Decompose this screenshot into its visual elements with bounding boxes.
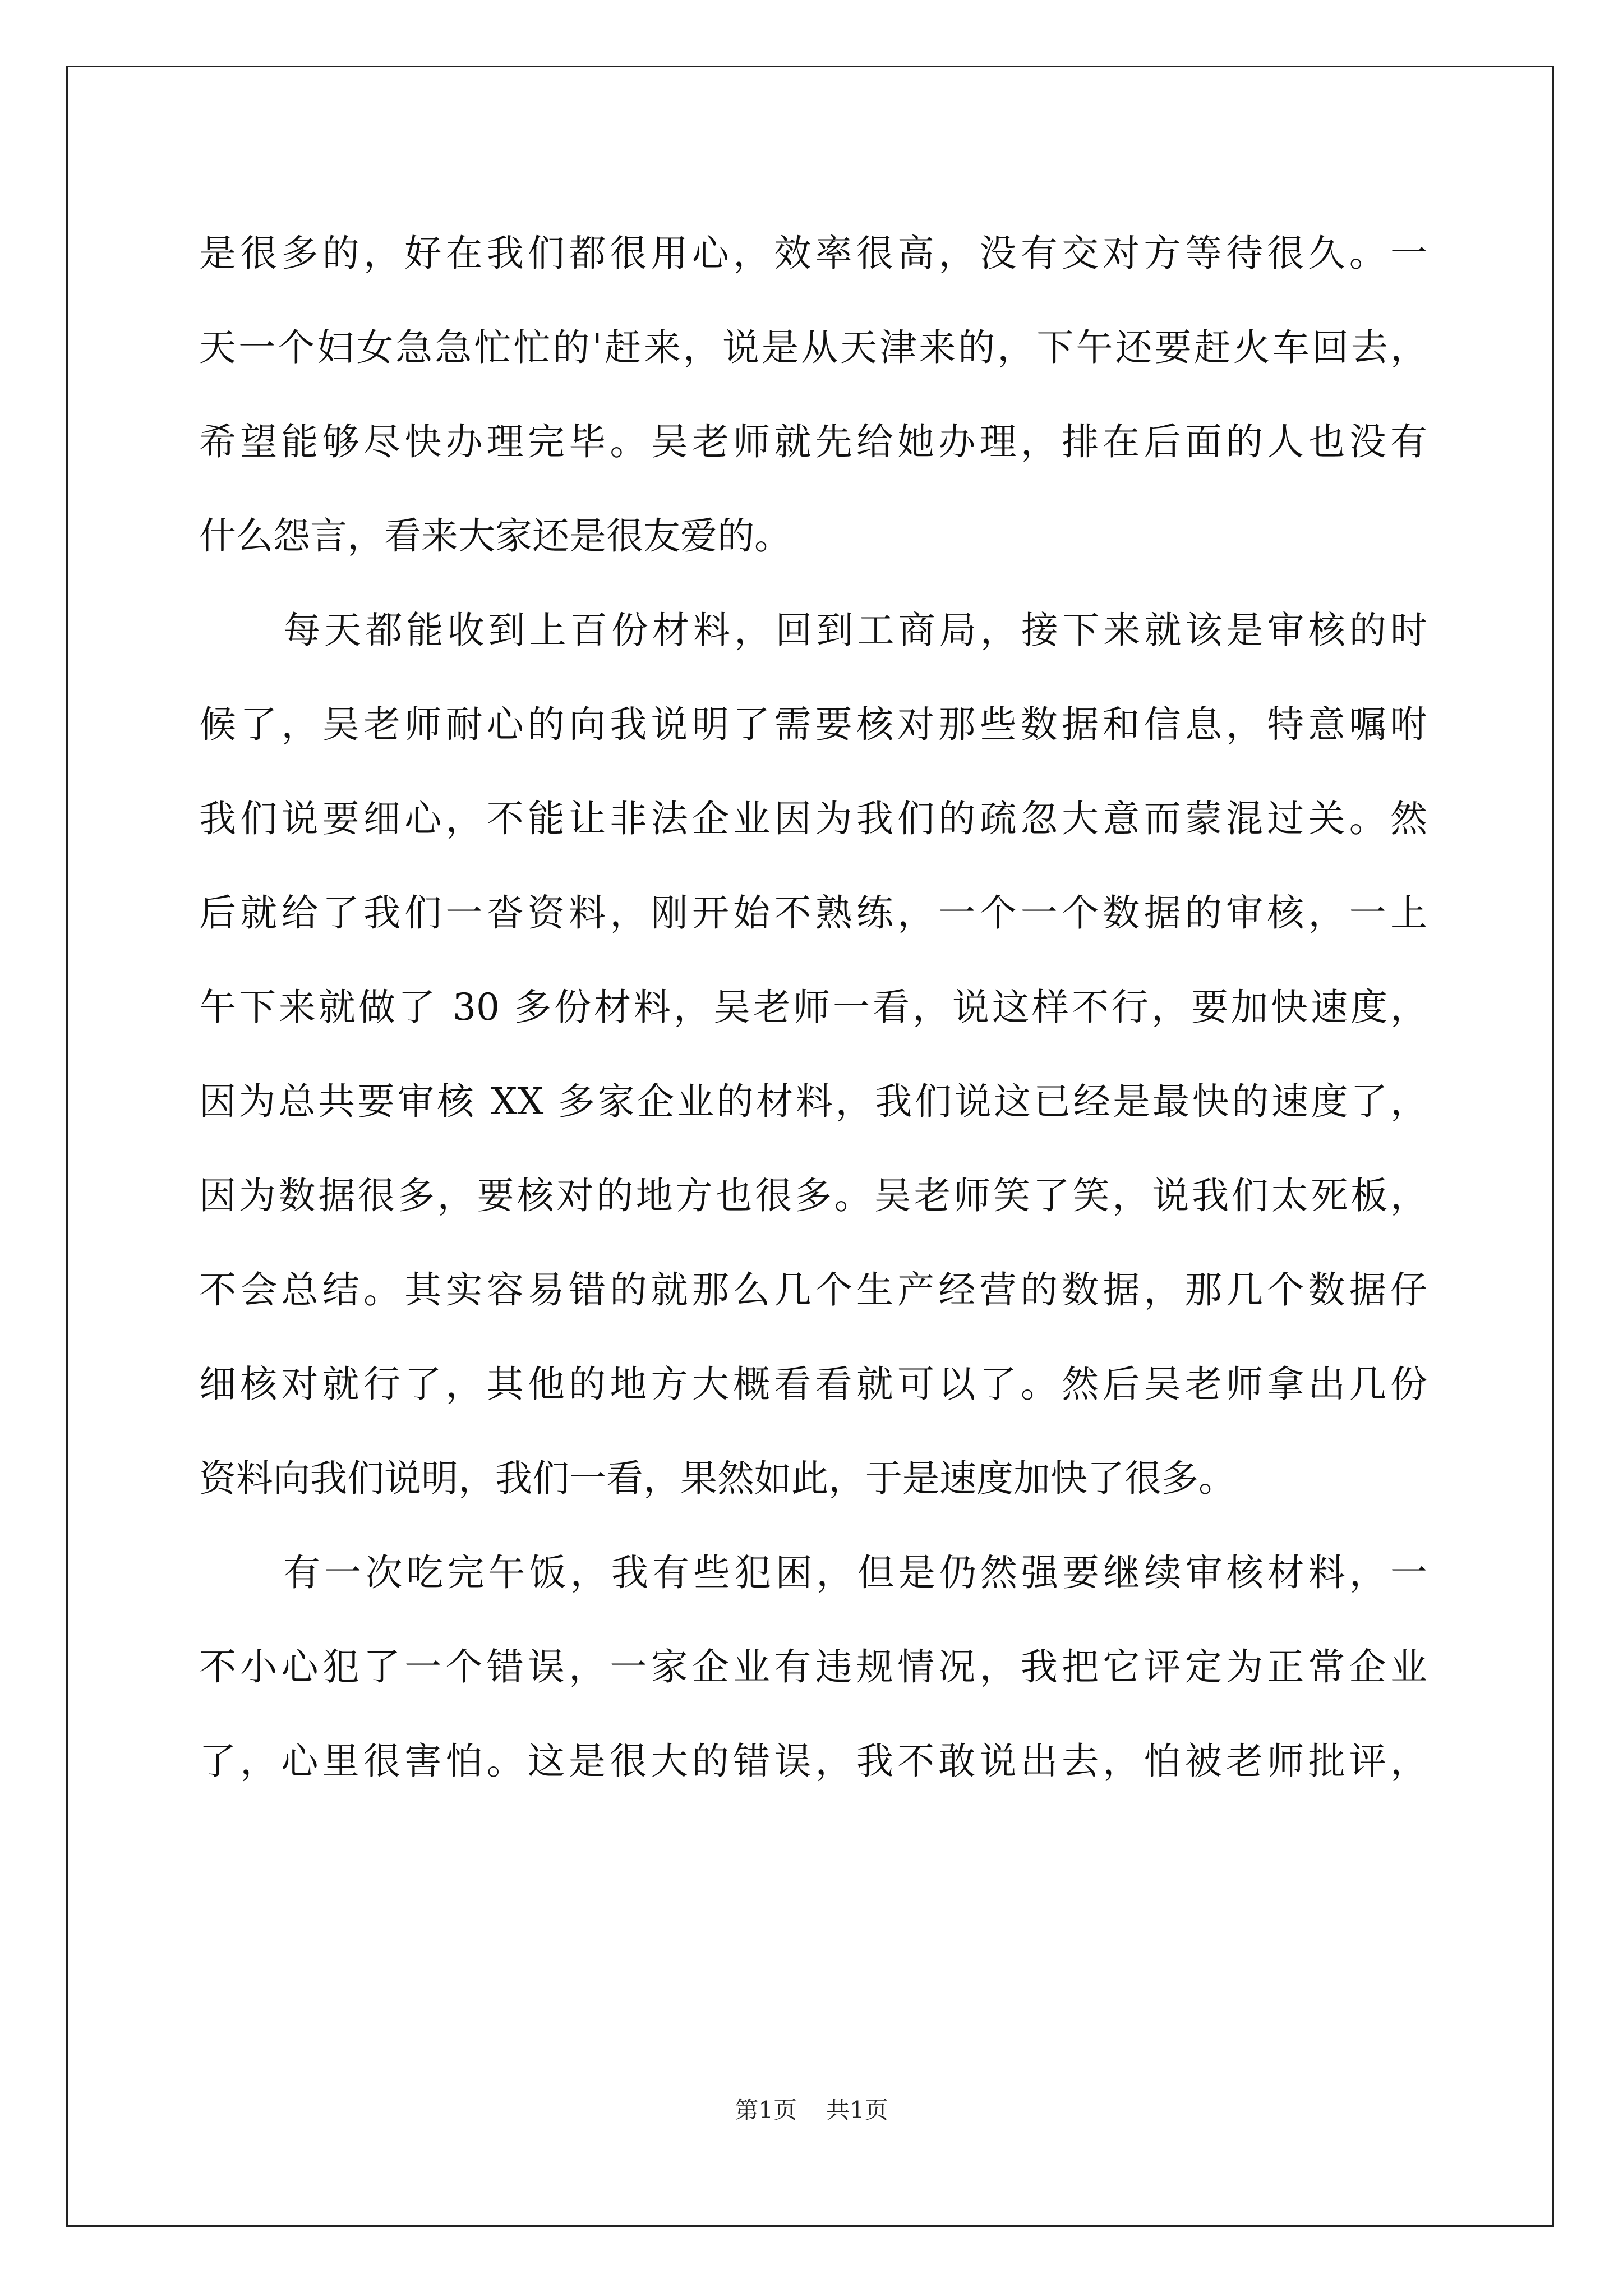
- text-line: 候了，吴老师耐心的向我说明了需要核对那些数据和信息，特意嘱咐: [199, 703, 1427, 746]
- page-total: 共1页: [826, 2096, 888, 2124]
- page-footer: [0, 2096, 1623, 2125]
- text-line: 因为总共要审核 XX 多家企业的材料，我们说这已经是最快的速度了，: [199, 1080, 1427, 1123]
- text-line: 是很多的，好在我们都很用心，效率很高，没有交对方等待很久。一: [199, 232, 1427, 275]
- text-line: 细核对就行了，其他的地方大概看看就可以了。然后吴老师拿出几份: [199, 1363, 1427, 1406]
- paragraph-first-line: 每天都能收到上百份材料，回到工商局，接下来就该是审核的时: [283, 609, 1427, 652]
- text-line: 后就给了我们一沓资料，刚开始不熟练，一个一个数据的审核，一上: [199, 891, 1427, 935]
- text-line: 不会总结。其实容易错的就那么几个生产经营的数据，那几个数据仔: [199, 1268, 1427, 1312]
- text-line: 资料向我们说明，我们一看，果然如此，于是速度加快了很多。: [199, 1457, 1235, 1500]
- text-line: 因为数据很多，要核对的地方也很多。吴老师笑了笑，说我们太死板，: [199, 1174, 1427, 1217]
- text-line: 我们说要细心，不能让非法企业因为我们的疏忽大意而蒙混过关。然: [199, 797, 1427, 840]
- document-body: [199, 206, 1427, 1809]
- text-line: 希望能够尽快办理完毕。吴老师就先给她办理，排在后面的人也没有: [199, 420, 1427, 463]
- text-line: 了，心里很害怕。这是很大的错误，我不敢说出去，怕被老师批评，: [199, 1740, 1427, 1783]
- text-line: 不小心犯了一个错误，一家企业有违规情况，我把它评定为正常企业: [199, 1645, 1427, 1688]
- paragraph-first-line: 有一次吃完午饭，我有些犯困，但是仍然强要继续审核材料，一: [283, 1551, 1427, 1594]
- page-number: 第1页: [735, 2096, 797, 2124]
- text-line: 午下来就做了 30 多份材料，吴老师一看，说这样不行，要加快速度，: [199, 986, 1427, 1029]
- text-line: 什么怨言，看来大家还是很友爱的。: [199, 514, 791, 558]
- text-line: 天一个妇女急急忙忙的'赶来，说是从天津来的，下午还要赶火车回去，: [199, 326, 1427, 369]
